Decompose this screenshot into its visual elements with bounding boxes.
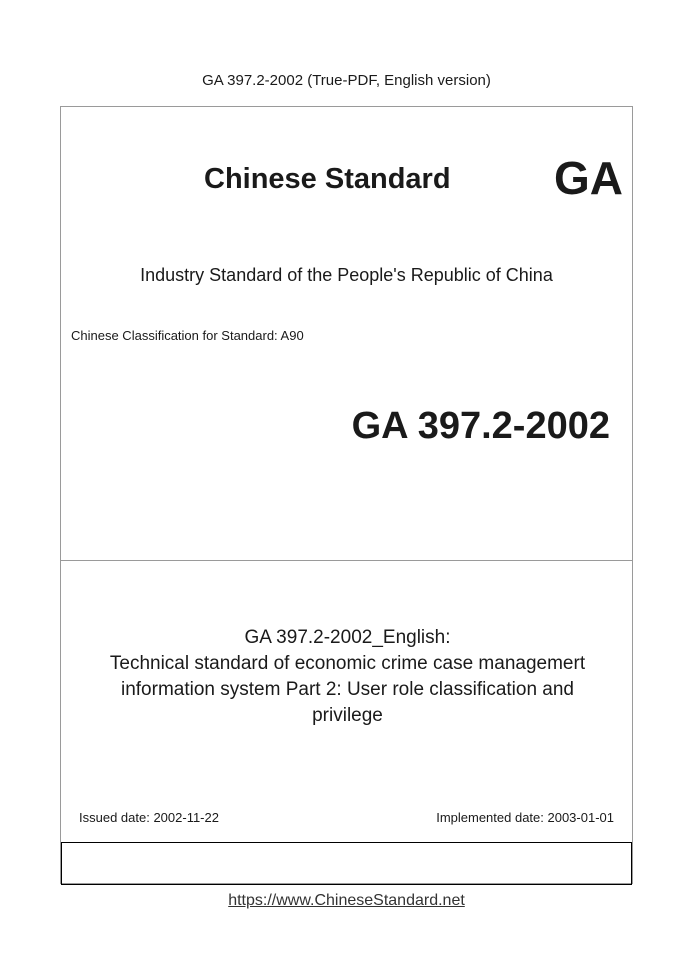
cover-title: Chinese Standard <box>204 163 451 195</box>
cover-middle-section <box>61 561 632 843</box>
document-title-block <box>81 625 614 729</box>
document-title-line: GA 397.2-2002_English: <box>244 627 451 648</box>
cover-frame <box>60 106 633 884</box>
website-link[interactable]: https://www.ChineseStandard.net <box>228 892 465 909</box>
cover-bottom-section <box>61 843 632 885</box>
industry-standard-line: Industry Standard of the People's Republic of China <box>140 265 553 285</box>
document-title-line: privilege <box>312 705 383 726</box>
implemented-date: Implemented date: 2003-01-01 <box>436 810 614 825</box>
document-title-line: information system Part 2: User role classification and <box>120 679 574 700</box>
document-title-line: Technical standard of economic crime case managemert <box>109 653 586 674</box>
cover-top-section <box>61 107 632 561</box>
standard-code-mark: GA <box>554 152 623 204</box>
classification-line: Chinese Classification for Standard: A90 <box>71 328 304 343</box>
issued-date: Issued date: 2002-11-22 <box>79 810 219 825</box>
document-header: GA 397.2-2002 (True-PDF, English version) <box>202 72 491 89</box>
standard-number: GA 397.2-2002 <box>351 405 610 447</box>
